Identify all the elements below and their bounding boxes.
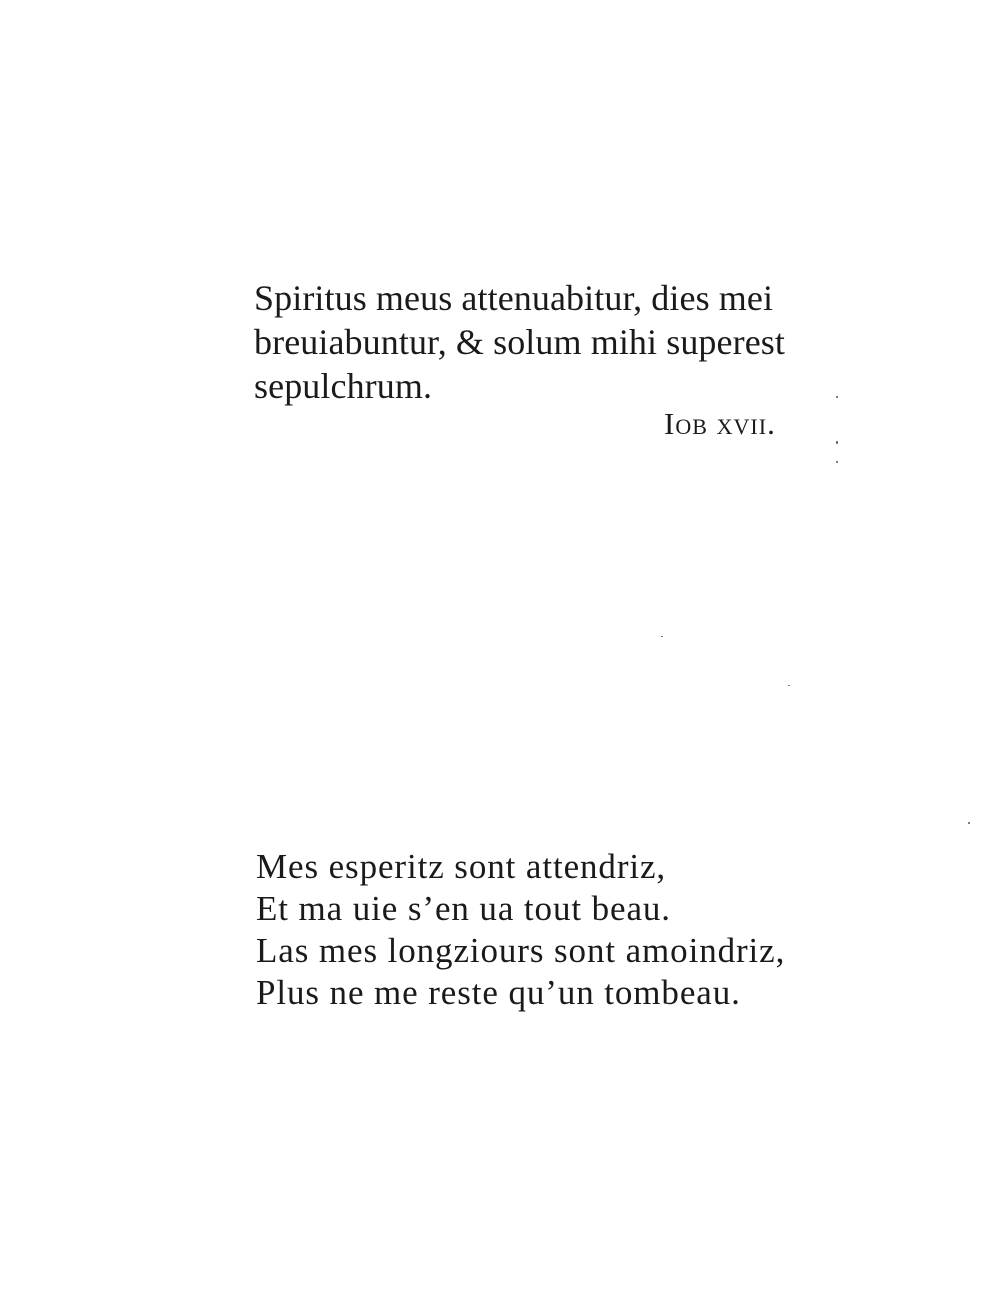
epigraph-line-1: Spiritus meus attenuabitur, dies mei (254, 278, 774, 318)
paper-speck (661, 636, 663, 637)
verse-line-3: Las mes longziours sont amoindriz, (256, 931, 786, 970)
paper-speck (836, 441, 838, 444)
scripture-citation (664, 404, 776, 444)
verse-line-2: Et ma uie s’en ua tout beau. (256, 889, 671, 928)
citation-text: Iob xvii. (664, 406, 776, 441)
paper-speck (968, 822, 970, 824)
paper-speck (788, 685, 790, 686)
latin-epigraph (254, 276, 894, 408)
verse-line-1: Mes esperitz sont attendriz, (256, 847, 667, 886)
epigraph-line-3: sepulchrum. (254, 366, 433, 406)
verse-line-4: Plus ne me reste qu’un tombeau. (256, 973, 741, 1012)
paper-speck (836, 461, 838, 463)
french-verse (256, 846, 896, 1014)
epigraph-line-2: breuiabuntur, & solum mihi superest (254, 322, 785, 362)
paper-speck (836, 396, 838, 398)
